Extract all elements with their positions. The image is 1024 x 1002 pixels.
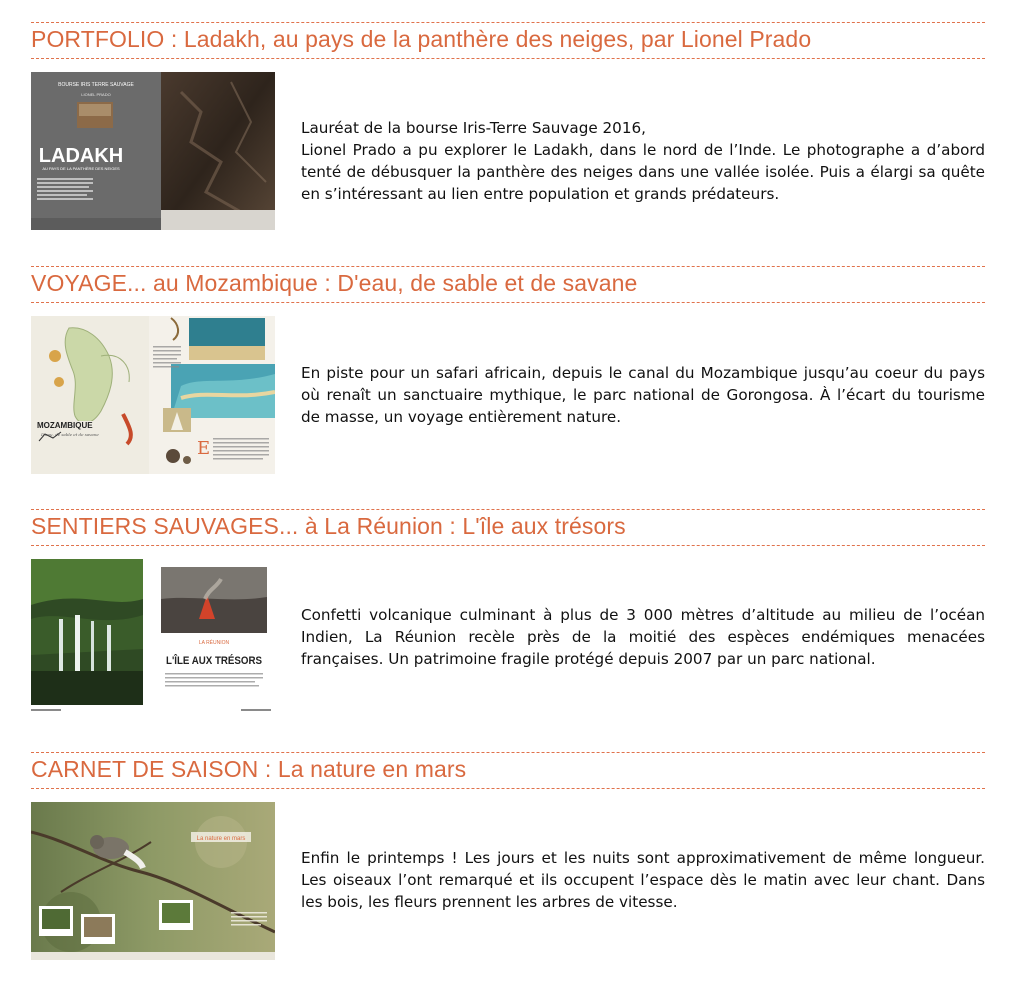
description-line-2: Lionel Prado a pu explorer le Ladakh, dans le nord de l’Inde. Le photographe a d’abord tenté de débusquer la panthère des neiges dans une vallée isolée. Puis a élargi sa quête en s’intéressant au lien entre population et grands prédateurs. [301,141,985,203]
article-description [301,847,985,913]
svg-text:E: E [197,438,211,459]
spread-author: LIONEL PRADO [81,92,111,97]
divider-bottom [31,302,985,303]
magazine-spread-thumbnail[interactable] [31,802,275,960]
divider-bottom [31,545,985,546]
article-description [301,604,985,670]
article-carnet-de-saison [31,752,985,967]
divider-top [31,266,985,267]
description-line-1: Lauréat de la bourse Iris-Terre Sauvage 2016, [301,119,646,137]
article-sentiers-sauvages [31,509,985,719]
article-title[interactable]: PORTFOLIO : Ladakh, au pays de la panthère des neiges, par Lionel Prado [31,26,812,52]
article-title[interactable]: SENTIERS SAUVAGES... à La Réunion : L'île aux trésors [31,513,626,539]
spread-kicker: BOURSE IRIS TERRE SAUVAGE [58,82,134,88]
ladakh-spread-image [31,72,275,230]
spread-headline: MOZAMBIQUE [37,421,93,430]
nature-en-mars-spread-image [31,802,275,960]
article-title[interactable]: CARNET DE SAISON : La nature en mars [31,756,467,782]
spread-headline: LADAKH [38,145,124,167]
article-voyage [31,266,985,476]
magazine-spread-thumbnail[interactable] [31,316,275,474]
spread-headline: L'ÎLE AUX TRÉSORS [166,655,275,667]
magazine-spread-thumbnail[interactable] [31,72,275,230]
reunion-spread-image [31,559,275,717]
article-title[interactable]: VOYAGE... au Mozambique : D'eau, de sable et de savane [31,270,638,296]
article-description [301,362,985,428]
divider-top [31,509,985,510]
description-line-1: Confetti volcanique culminant à plus de 3 000 mètres d’altitude au milieu de l’océan Indien, La Réunion recèle près de la moitié des espèces endémiques menacées françaises. Un patrimoine fragile protégé depuis 2007 par un parc national. [301,606,985,668]
divider-top [31,22,985,23]
divider-bottom [31,788,985,789]
spread-headline: La nature en mars [196,836,246,842]
divider-top [31,752,985,753]
spread-subhead: D'eau, de sable et de savane [41,432,99,437]
description-line-1: En piste pour un safari africain, depuis le canal du Mozambique jusqu’au coeur du pays où renaît un sanctuaire mythique, le parc national de Gorongosa. À l’écart du tourisme de masse, un voyage entièrement nature. [301,364,985,426]
spread-kicker: LA RÉUNION [198,640,230,646]
article-description [301,117,985,205]
magazine-spread-thumbnail[interactable] [31,559,275,717]
spread-subhead: AU PAYS DE LA PANTHÈRE DES NEIGES [42,166,120,171]
description-line-1: Enfin le printemps ! Les jours et les nuits sont approximativement de même longueur. Les oiseaux l’ont remarqué et ils occupent l’espace dès le matin avec leur chant. Dans les bois, les fleurs prennent les arbres de vitesse. [301,849,985,911]
divider-bottom [31,58,985,59]
article-portfolio [31,22,985,237]
mozambique-spread-image [31,316,275,474]
